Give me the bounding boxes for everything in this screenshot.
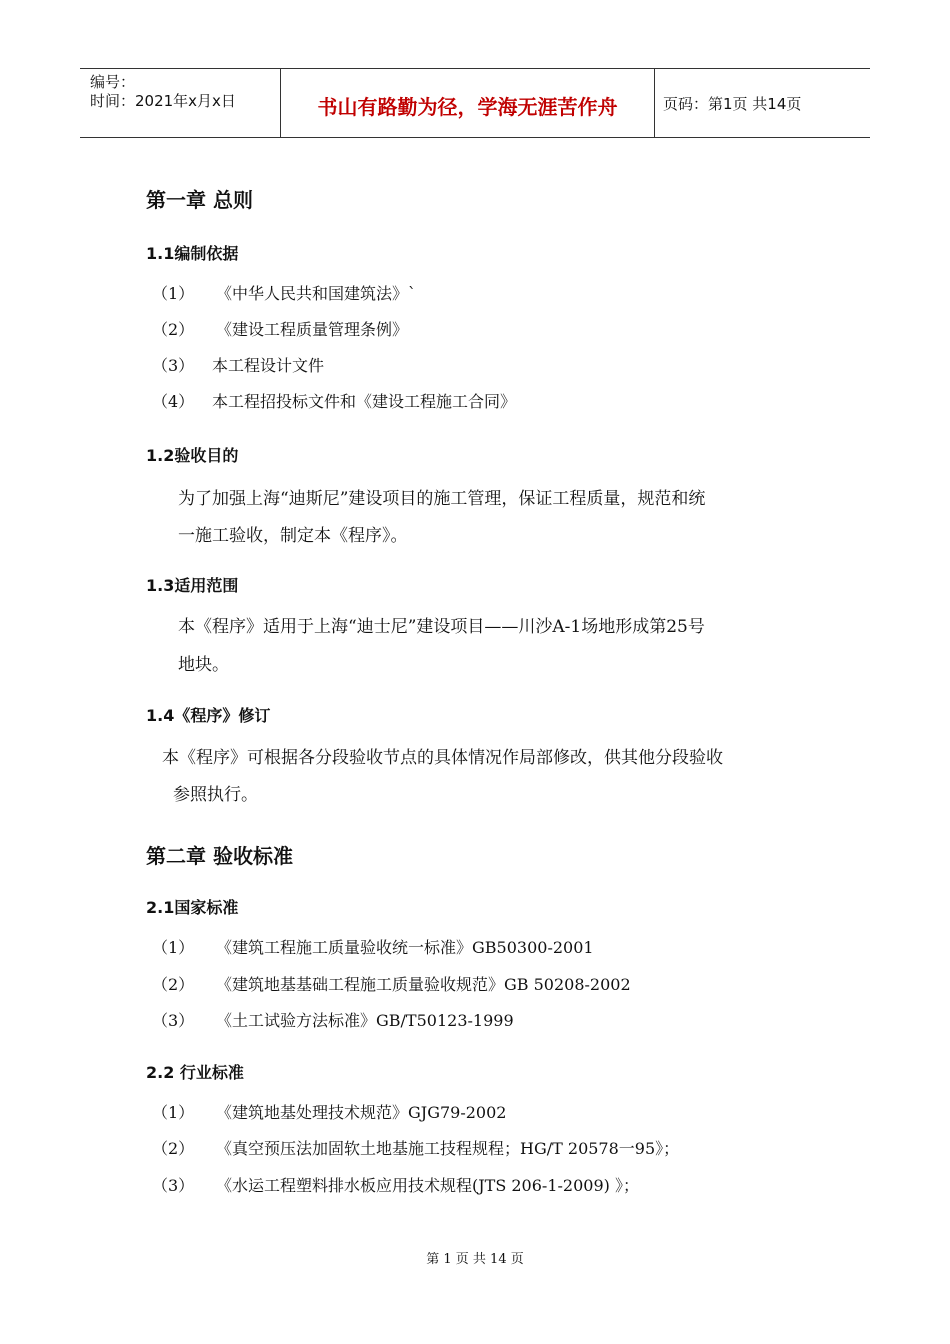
page-footer: 第 1 页 共 14 页 — [426, 1252, 524, 1267]
paragraph-line: 本《程序》适用于上海“迪士尼”建设项目——川沙A-1场地形成第25号 — [178, 617, 705, 637]
item-text: 《土工试验方法标准》GB/T50123-1999 — [216, 1011, 514, 1030]
item-number: （3） — [152, 1011, 195, 1030]
item-text: 《建筑地基基础工程施工质量验收规范》GB 50208-2002 — [216, 975, 631, 994]
chapter-2-title: 第二章 验收标准 — [146, 844, 293, 868]
item-number: （2） — [152, 320, 195, 339]
item-text: 《建筑工程施工质量验收统一标准》GB50300-2001 — [216, 938, 594, 957]
item-text: 本工程设计文件 — [212, 356, 325, 375]
header-middle-cell — [280, 69, 655, 137]
item-number: （3） — [152, 356, 195, 375]
section-1-3-title: 1.3适用范围 — [146, 576, 239, 595]
item-text: 《中华人民共和国建筑法》` — [216, 284, 417, 303]
section-1-1-title: 1.1编制依据 — [146, 244, 239, 263]
motto: 书山有路勤为径，学海无涯苦作舟 — [317, 95, 618, 119]
section-1-2-title: 1.2验收目的 — [146, 446, 239, 465]
item-number: （1） — [152, 1103, 195, 1122]
paragraph-line: 地块。 — [178, 655, 229, 675]
paragraph-line: 参照执行。 — [173, 785, 258, 805]
paragraph-line: 一施工验收，制定本《程序》。 — [178, 526, 408, 546]
section-2-1-title: 2.1国家标准 — [146, 898, 239, 917]
section-2-2-title: 2.2 行业标准 — [146, 1063, 244, 1082]
item-number: （1） — [152, 284, 195, 303]
header-right-cell — [654, 69, 870, 137]
item-text: 《建筑地基处理技术规范》GJG79-2002 — [216, 1103, 507, 1122]
document-header — [80, 68, 870, 138]
page-info: 页码：第1页 共14页 — [663, 95, 802, 113]
date-label: 时间：2021年x月x日 — [90, 92, 236, 110]
number-label: 编号： — [90, 73, 136, 91]
item-text: 《真空预压法加固软土地基施工技程规程；HG/T 20578一95》； — [216, 1139, 680, 1158]
item-number: （4） — [152, 392, 195, 411]
paragraph-line: 为了加强上海“迪斯尼”建设项目的施工管理，保证工程质量，规范和统 — [178, 489, 706, 509]
item-number: （1） — [152, 938, 195, 957]
chapter-1-title: 第一章 总则 — [146, 188, 253, 212]
item-text: 《水运工程塑料排水板应用技术规程(JTS 206-1-2009) 》； — [216, 1176, 639, 1195]
item-text: 《建设工程质量管理条例》 — [216, 320, 409, 339]
paragraph-line: 本《程序》可根据各分段验收节点的具体情况作局部修改，供其他分段验收 — [162, 748, 723, 768]
item-text: 本工程招投标文件和《建设工程施工合同》 — [212, 392, 517, 411]
section-1-4-title: 1.4《程序》修订 — [146, 706, 271, 725]
item-number: （2） — [152, 1139, 195, 1158]
item-number: （3） — [152, 1176, 195, 1195]
item-number: （2） — [152, 975, 195, 994]
header-left-cell — [80, 69, 280, 137]
